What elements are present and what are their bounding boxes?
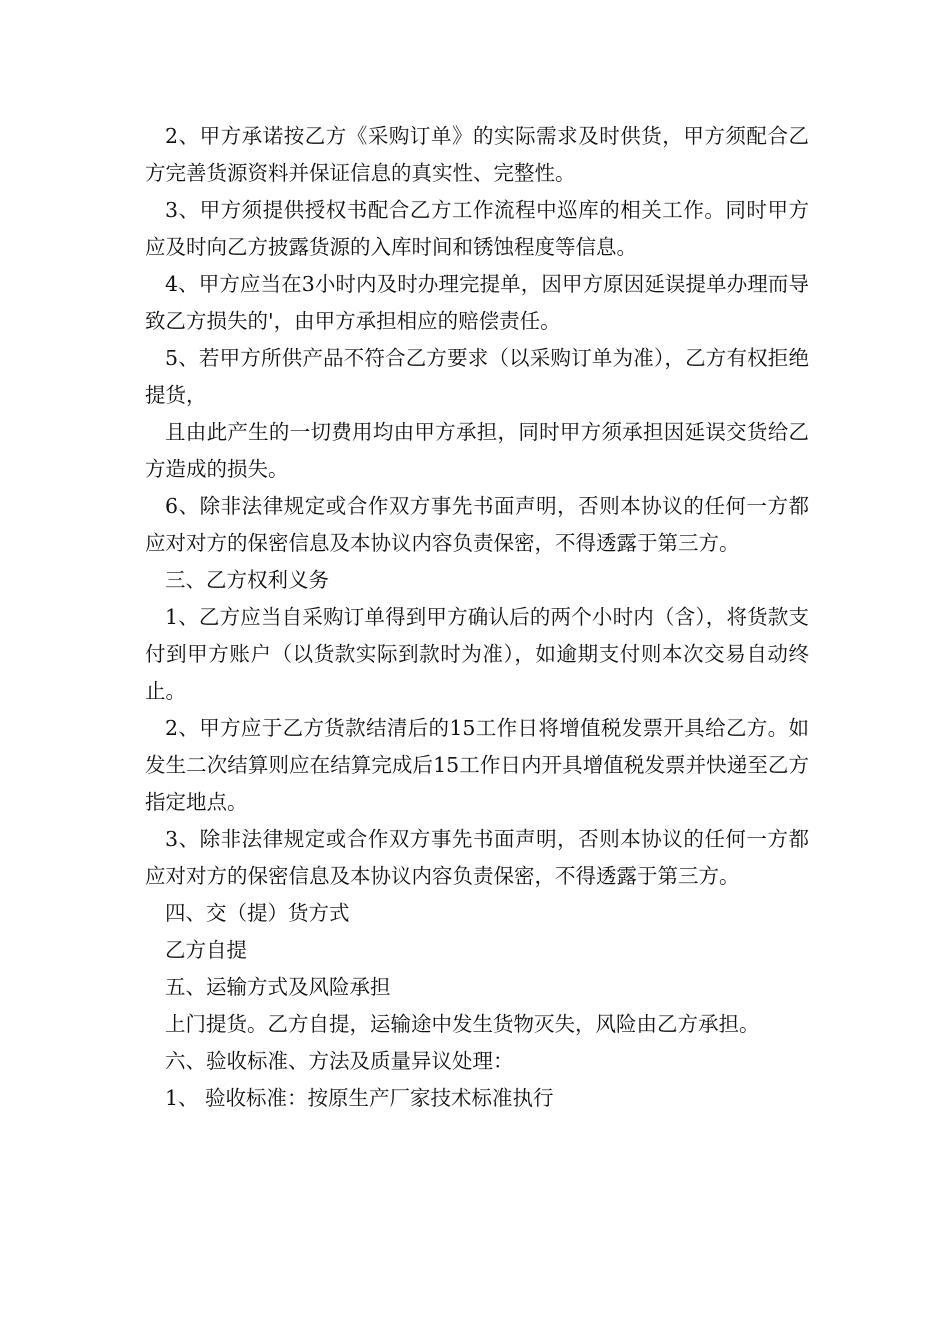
clause-3-authorization: 3、甲方须提供授权书配合乙方工作流程中巡库的相关工作。同时甲方应及时向乙方披露货源的入库时间和锈蚀程度等信息。 xyxy=(145,198,809,259)
section-6-clause-1: 1、 验收标准：按原生产厂家技术标准执行 xyxy=(165,1086,554,1110)
section-3-heading: 三、乙方权利义务 xyxy=(165,568,329,592)
section-4-heading: 四、交（提）货方式 xyxy=(165,901,350,925)
clause-4-bill-of-lading: 4、甲方应当在3小时内及时办理完提单，因甲方原因延误提单办理而导致乙方损失的'，由甲方承担相应的赔偿责任。 xyxy=(145,272,809,333)
section-4-body: 乙方自提 xyxy=(165,938,247,962)
clause-5-continuation: 且由此产生的一切费用均由甲方承担，同时甲方须承担因延误交货给乙方造成的损失。 xyxy=(145,420,809,481)
clause-6-confidentiality: 6、除非法律规定或合作双方事先书面声明，否则本协议的任何一方都应对对方的保密信息及本协议内容负责保密，不得透露于第三方。 xyxy=(145,494,809,555)
document-body xyxy=(145,118,809,1117)
section-6-heading: 六、验收标准、方法及质量异议处理： xyxy=(165,1049,514,1073)
section-3-clause-2-invoice: 2、甲方应于乙方货款结清后的15工作日将增值税发票开具给乙方。如发生二次结算则应在结算完成后15工作日内开具增值税发票并快递至乙方指定地点。 xyxy=(145,716,809,814)
section-5-heading: 五、运输方式及风险承担 xyxy=(165,975,391,999)
clause-5-nonconforming-products: 5、若甲方所供产品不符合乙方要求（以采购订单为准），乙方有权拒绝提货， xyxy=(145,346,809,407)
clause-2-supply-commitment: 2、甲方承诺按乙方《采购订单》的实际需求及时供货，甲方须配合乙方完善货源资料并保证信息的真实性、完整性。 xyxy=(145,124,809,185)
section-3-clause-3-confidentiality: 3、除非法律规定或合作双方事先书面声明，否则本协议的任何一方都应对对方的保密信息及本协议内容负责保密，不得透露于第三方。 xyxy=(145,827,809,888)
section-3-clause-1-payment: 1、乙方应当自采购订单得到甲方确认后的两个小时内（含），将货款支付到甲方账户（以货款实际到款时为准），如逾期支付则本次交易自动终止。 xyxy=(145,605,809,703)
section-5-body: 上门提货。乙方自提，运输途中发生货物灭失，风险由乙方承担。 xyxy=(165,1012,760,1036)
